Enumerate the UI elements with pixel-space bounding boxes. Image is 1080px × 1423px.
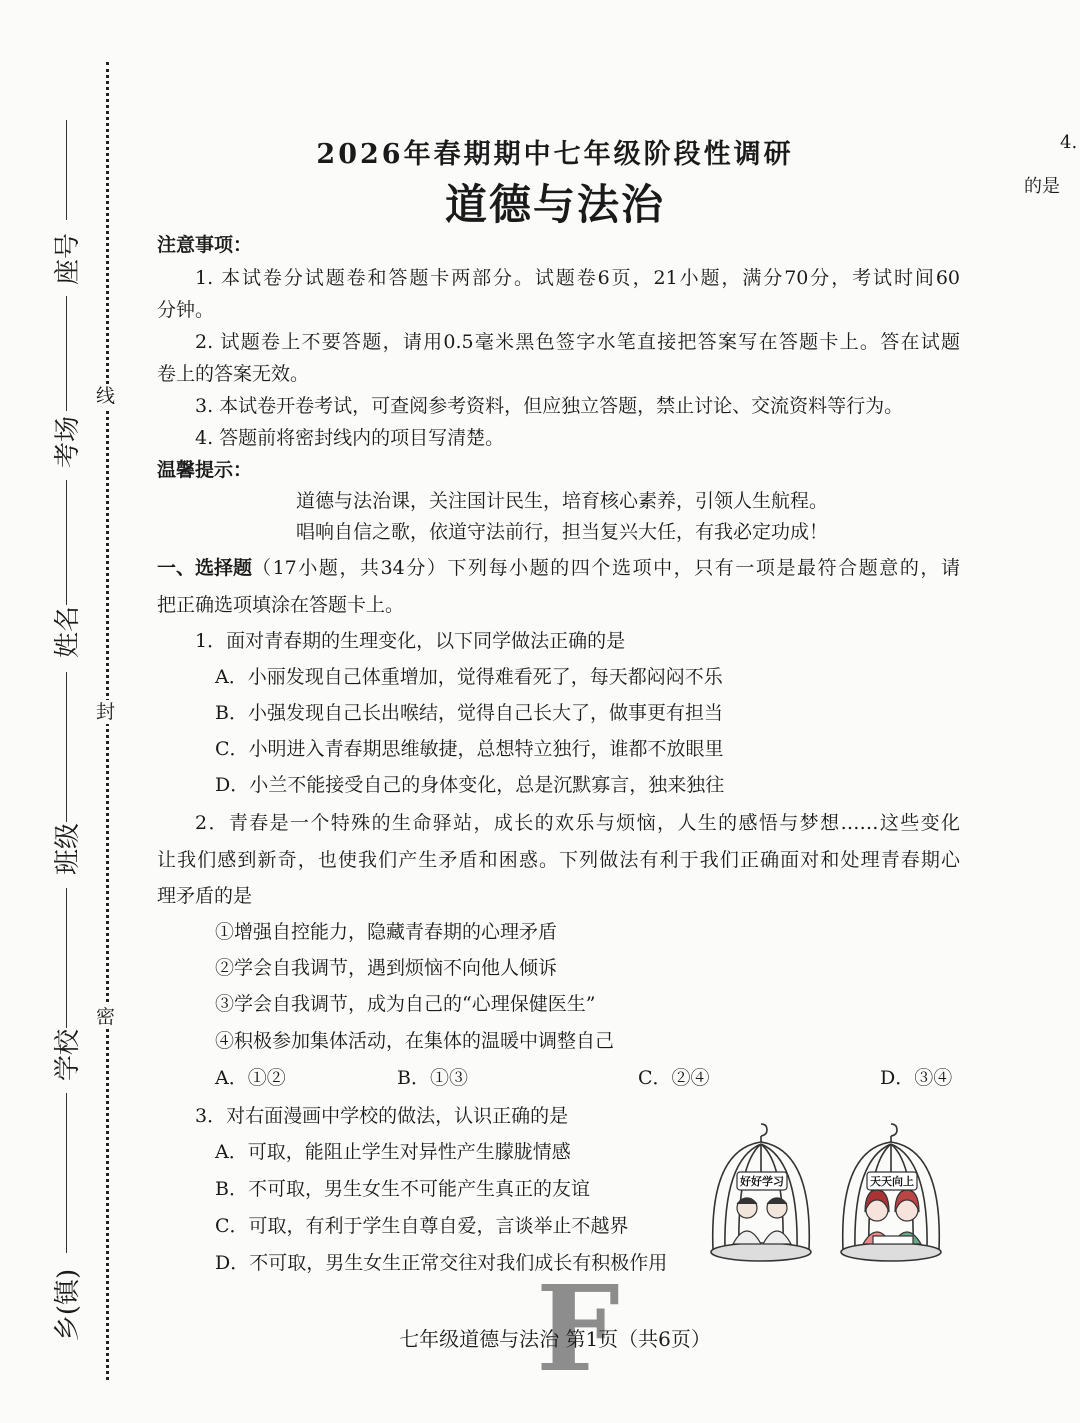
q2-statement-2: ②学会自我调节，遇到烦恼不向他人倾诉 xyxy=(215,957,558,979)
page-footer: 七年级道德与法治 第1页（共6页） xyxy=(399,1327,711,1351)
q3-option-a[interactable]: A．可取，能阻止学生对异性产生朦胧情感 xyxy=(215,1141,571,1163)
notice-item-4: 4. 答题前将密封线内的项目写清楚。 xyxy=(195,427,505,449)
seat-number-label: 座号 xyxy=(53,233,83,286)
exam-room-label: 考场 xyxy=(53,416,83,469)
notice-item-2-cont: 卷上的答案无效。 xyxy=(157,363,310,385)
school-blank[interactable] xyxy=(66,888,67,1028)
left-cage-sign-text: 好好学习 xyxy=(740,1175,784,1188)
section-title: 一、选择题 xyxy=(157,557,253,579)
q2-option-a[interactable]: A．①② xyxy=(215,1067,286,1089)
section-intro-text: （17小题，共34分）下列每小题的四个选项中，只有一项是最符合题意的，请 xyxy=(252,557,960,579)
tip-line-1: 道德与法治课，关注国计民生，培育核心素养，引领人生航程。 xyxy=(296,490,829,512)
school-label: 学校 xyxy=(53,1029,83,1082)
exam-room-blank[interactable] xyxy=(66,296,67,411)
section-intro-cont: 把正确选项填涂在答题卡上。 xyxy=(157,594,405,616)
binding-mark-mi: 密 xyxy=(96,1006,116,1028)
class-blank[interactable] xyxy=(66,672,67,822)
q2-stem-line-1: 2．青春是一个特殊的生命驿站，成长的欢乐与烦恼，人生的感悟与梦想……这些变化 xyxy=(195,812,960,834)
class-label: 班级 xyxy=(53,823,83,876)
township-label: 乡(镇) xyxy=(53,1268,83,1342)
notice-heading: 注意事项： xyxy=(157,234,253,256)
q2-statement-3: ③学会自我调节，成为自己的“心理保健医生” xyxy=(215,993,596,1015)
binding-mark-xian: 线 xyxy=(96,385,116,407)
q3-option-b[interactable]: B．不可取，男生女生不可能产生真正的友谊 xyxy=(215,1178,590,1200)
subject-title: 道德与法治 xyxy=(444,180,665,229)
right-cage-sign-text: 天天向上 xyxy=(870,1175,914,1188)
notice-item-1: 1. 本试卷分试题卷和答题卡两部分。试题卷6页，21小题，满分70分，考试时间60 xyxy=(195,267,960,289)
q2-option-b[interactable]: B．①③ xyxy=(397,1067,468,1089)
q3-option-d[interactable]: D．不可取，男生女生正常交往对我们成长有积极作用 xyxy=(215,1252,668,1274)
q1-stem: 1．面对青春期的生理变化，以下同学做法正确的是 xyxy=(195,630,626,652)
q3-stem: 3．对右面漫画中学校的做法，认识正确的是 xyxy=(195,1105,569,1127)
q2-stem-line-3: 理矛盾的是 xyxy=(157,885,253,907)
q1-option-a[interactable]: A．小丽发现自己体重增加，觉得难看死了，每天都闷闷不乐 xyxy=(215,666,723,688)
q2-statement-4: ④积极参加集体活动，在集体的温暖中调整自己 xyxy=(215,1030,615,1052)
q1-option-d[interactable]: D．小兰不能接受自己的身体变化，总是沉默寡言，独来独往 xyxy=(215,774,725,796)
tip-heading: 温馨提示： xyxy=(157,459,253,481)
notice-item-2: 2. 试题卷上不要答题，请用0.5毫米黑色签字水笔直接把答案写在答题卡上。答在试题 xyxy=(195,331,960,353)
student-name-label: 姓名 xyxy=(53,606,83,659)
exam-title: 2026年春期期中七年级阶段性调研 xyxy=(316,139,794,170)
paper-version-letter: F xyxy=(536,1259,620,1398)
binding-mark-feng: 封 xyxy=(96,701,116,723)
q2-stem-line-2: 让我们感到新奇，也使我们产生矛盾和困惑。下列做法有利于我们正确面对和处理青春期心 xyxy=(157,849,960,871)
section-intro xyxy=(157,556,960,580)
q2-option-c[interactable]: C．②④ xyxy=(638,1067,710,1089)
q2-statement-1: ①增强自控能力，隐藏青春期的心理矛盾 xyxy=(215,921,558,943)
student-name-blank[interactable] xyxy=(66,480,67,605)
q1-option-b[interactable]: B．小强发现自己长出喉结，觉得自己长大了，做事更有担当 xyxy=(215,702,723,724)
q1-option-c[interactable]: C．小明进入青春期思维敏捷，总想特立独行，谁都不放眼里 xyxy=(215,738,724,760)
next-page-question-number: 4. xyxy=(1060,132,1078,153)
tip-line-2: 唱响自信之歌，依道守法前行，担当复兴大任，有我必定功成！ xyxy=(296,521,829,543)
notice-item-1-cont: 分钟。 xyxy=(157,299,215,321)
next-page-fragment: 的是 xyxy=(1024,176,1060,197)
notice-item-3: 3. 本试卷开卷考试，可查阅参考资料，但应独立答题，禁止讨论、交流资料等行为。 xyxy=(195,395,904,417)
birdcage-cartoon-illustration xyxy=(705,1120,965,1270)
q3-option-c[interactable]: C．可取，有利于学生自尊自爱，言谈举止不越界 xyxy=(215,1215,629,1237)
q3-cartoon xyxy=(705,1120,965,1270)
q2-option-d[interactable]: D．③④ xyxy=(880,1067,953,1089)
township-blank[interactable] xyxy=(66,1093,67,1253)
